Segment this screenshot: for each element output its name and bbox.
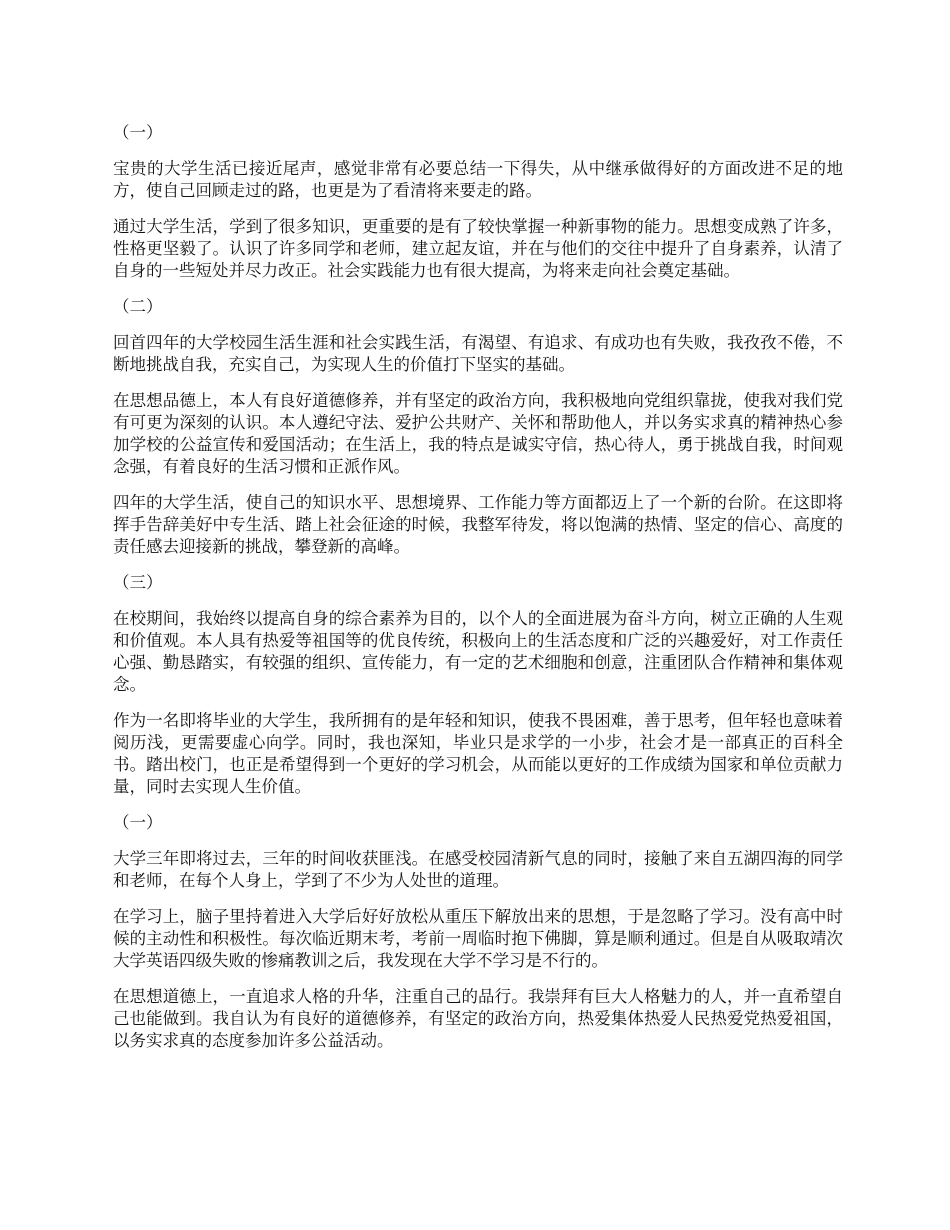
document-body (113, 122, 843, 1066)
section-heading: （三） (113, 573, 163, 592)
paragraph: 作为一名即将毕业的大学生，我所拥有的是年轻和知识，使我不畏困难，善于思考，但年轻也意味着阅历浅，更需要虚心向学。同时，我也深知，毕业只是求学的一小步，社会才是一部真正的百科全书。踏出校门，也正是希望得到一个更好的学习机会，从而能以更好的工作成绩为国家和单位贡献力量，同时去实现人生价值。 (113, 711, 843, 796)
paragraph: 回首四年的大学校园生活生涯和社会实践生活，有渴望、有追求、有成功也有失败，我孜孜不倦，不断地挑战自我，充实自己，为实现人生的价值打下坚实的基础。 (113, 333, 843, 374)
paragraph: 通过大学生活，学到了很多知识，更重要的是有了较快掌握一种新事物的能力。思想变成熟了许多，性格更坚毅了。认识了许多同学和老师，建立起友谊，并在与他们的交往中提升了自身素养，认清了自身的一些短处并尽力改正。社会实践能力也有很大提高，为将来走向社会奠定基础。 (113, 217, 843, 280)
paragraph: 大学三年即将过去，三年的时间收获匪浅。在感受校园清新气息的同时，接触了来自五湖四海的同学和老师，在每个人身上，学到了不少为人处世的道理。 (113, 849, 843, 890)
section-heading: （一） (113, 123, 163, 142)
section-heading: （二） (113, 297, 163, 316)
paragraph: 在思想道德上，一直追求人格的升华，注重自己的品行。我崇拜有巨大人格魅力的人，并一直希望自己也能做到。我自认为有良好的道德修养，有坚定的政治方向，热爱集体热爱人民热爱党热爱祖国，以务实求真的态度参加许多公益活动。 (113, 987, 843, 1050)
paragraph: 四年的大学生活，使自己的知识水平、思想境界、工作能力等方面都迈上了一个新的台阶。在这即将挥手告辞美好中专生活、踏上社会征途的时候，我整军待发，将以饱满的热情、坚定的信心、高度的责任感去迎接新的挑战，攀登新的高峰。 (113, 493, 843, 556)
paragraph: 在思想品德上，本人有良好道德修养，并有坚定的政治方向，我积极地向党组织靠拢，使我对我们党有可更为深刻的认识。本人遵纪守法、爱护公共财产、关怀和帮助他人，并以务实求真的精神热心参加学校的公益宣传和爱国活动；在生活上，我的特点是诚实守信，热心待人，勇于挑战自我，时间观念强，有着良好的生活习惯和正派作风。 (113, 391, 843, 476)
paragraph: 在学习上，脑子里持着进入大学后好好放松从重压下解放出来的思想，于是忽略了学习。没有高中时候的主动性和积极性。每次临近期末考，考前一周临时抱下佛脚，算是顺利通过。但是自从吸取靖次大学英语四级失败的惨痛教训之后，我发现在大学不学习是不行的。 (113, 907, 843, 970)
paragraph: 在校期间，我始终以提高自身的综合素养为目的，以个人的全面进展为奋斗方向，树立正确的人生观和价值观。本人具有热爱等祖国等的优良传统，积极向上的生活态度和广泛的兴趣爱好，对工作责任心强、勤恳踏实，有较强的组织、宣传能力，有一定的艺术细胞和创意，注重团队合作精神和集体观念。 (113, 609, 843, 694)
paragraph: 宝贵的大学生活已接近尾声，感觉非常有必要总结一下得失，从中继承做得好的方面改进不足的地方，使自己回顾走过的路，也更是为了看清将来要走的路。 (113, 159, 843, 200)
section-heading: （一） (113, 813, 163, 832)
